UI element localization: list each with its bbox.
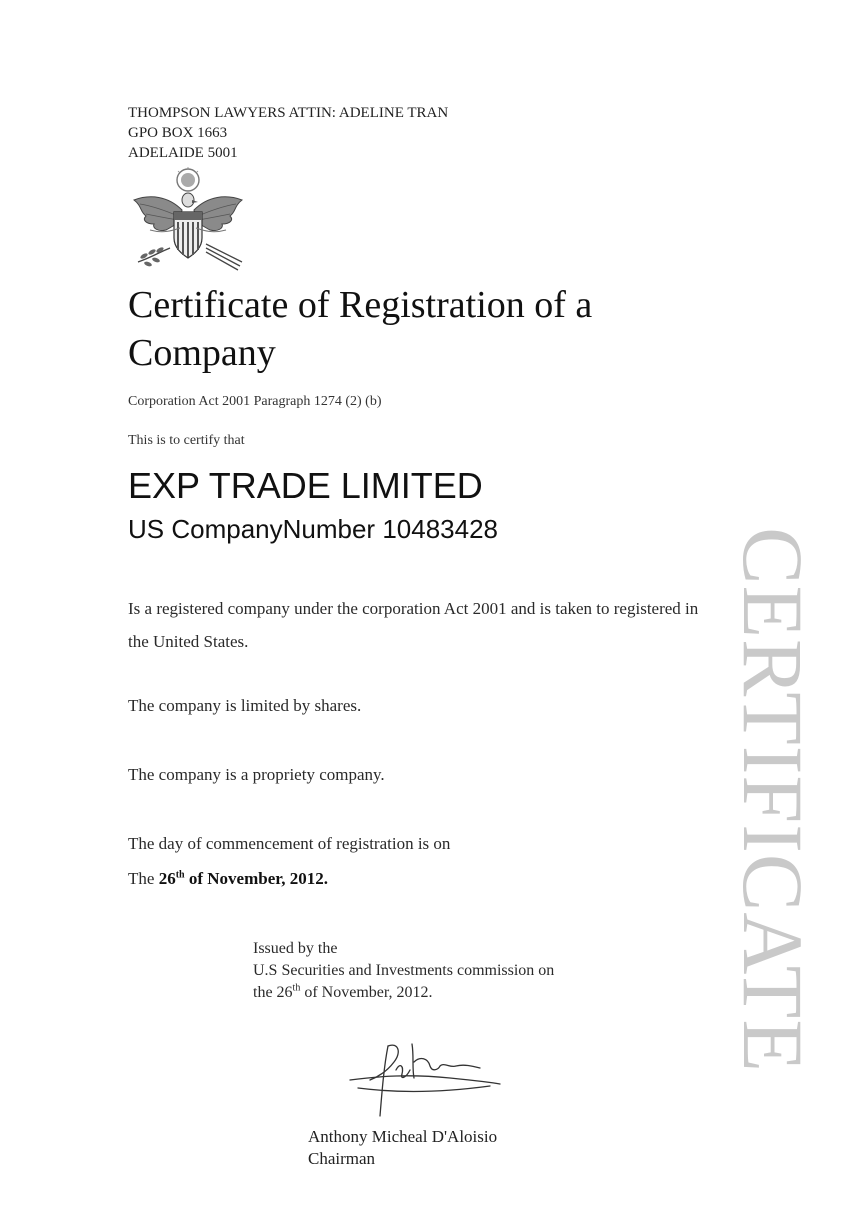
watermark-text: CERTIFICATE	[725, 527, 822, 1073]
address-line-2: GPO BOX 1663	[128, 125, 228, 141]
signer-name: Anthony Micheal D'Aloisio	[308, 1127, 498, 1146]
signature-icon	[340, 1036, 510, 1126]
signer-block	[308, 1126, 497, 1170]
recipient-address	[128, 103, 448, 163]
act-reference: Corporation Act 2001 Paragraph 1274 (2) (b)	[128, 394, 382, 409]
address-line-1: THOMPSON LAWYERS ATTIN: ADELINE TRAN	[128, 105, 449, 121]
issued-date-day: 26	[276, 984, 293, 1001]
registration-paragraph: Is a registered company under the corporation Act 2001 and is taken to registered in the United States.	[128, 599, 699, 651]
certify-statement: This is to certify that	[128, 433, 245, 448]
issued-date-suffix: th	[292, 982, 301, 994]
commencement-date-day: 26	[158, 869, 176, 888]
commencement-date	[128, 869, 328, 889]
company-name: EXP TRADE LIMITED	[128, 465, 483, 506]
certificate-watermark	[725, 470, 822, 1130]
issued-line-2: U.S Securities and Investments commission on	[253, 962, 555, 979]
commencement-date-rest: of November, 2012.	[184, 869, 328, 888]
issued-by-block	[253, 938, 554, 1004]
commencement-date-prefix: The	[128, 869, 159, 888]
eagle-seal-icon	[120, 166, 256, 274]
commencement-paragraph: The day of commencement of registration is on	[128, 834, 451, 853]
certificate-title: Certificate of Registration of a Company	[128, 284, 593, 374]
limited-by-shares-paragraph: The company is limited by shares.	[128, 696, 362, 715]
address-line-3: ADELAIDE 5001	[128, 145, 238, 161]
commencement-date-suffix: th	[175, 869, 185, 881]
company-number: US CompanyNumber 10483428	[128, 514, 498, 544]
propriety-company-paragraph: The company is a propriety company.	[128, 765, 385, 784]
issued-date-rest: of November, 2012.	[300, 984, 433, 1001]
issued-date-prefix: the	[253, 984, 277, 1001]
issued-date	[253, 982, 554, 1004]
issued-line-1: Issued by the	[253, 940, 338, 957]
signer-role: Chairman	[308, 1149, 376, 1168]
